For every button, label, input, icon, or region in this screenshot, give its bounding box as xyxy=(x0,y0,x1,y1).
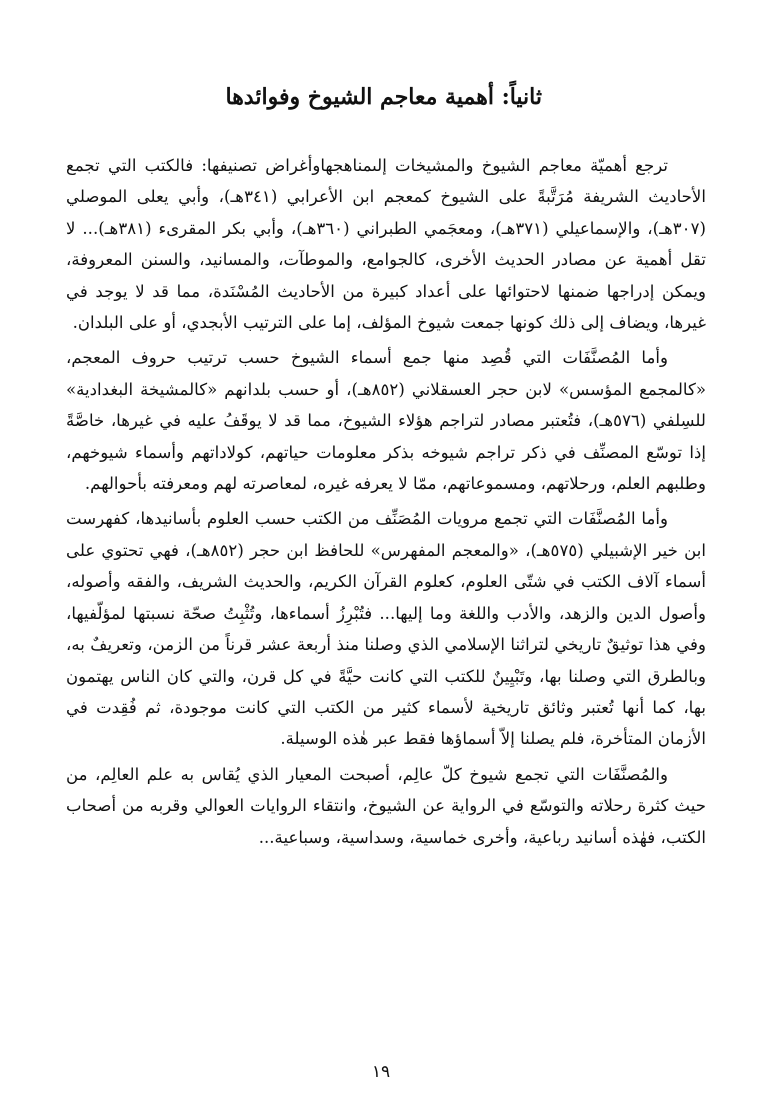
section-heading: ثانياً: أهمية معاجم الشيوخ وفوائدها xyxy=(225,84,542,110)
paragraph-3: وأما المُصنَّفَات التي تجمع مرويات المُصَنِّف من الكتب حسب العلوم بأسانيدها، كفهرست ابن خير الإشبيلي (٥٧٥هـ)، «والمعجم المفهرس» للحافظ ابن حجر (٨٥٢هـ)، فهي تحتوي على أسماء آلاف الكتب في شتّى العلوم، كعلوم القرآن الكريم، والحديث الشريف، والفقه وأصوله، وأصول الدين والزهد، والأدب واللغة وما إليها... فتُبْرِزُ أسماءها، وتُثْبِتُ صحّة نسبتها لمؤلّفيها، وفي هذا توثيقٌ تاريخي لتراثنا الإسلامي الذي وصلنا منذ أربعة عشر قرناً من الزمن، وتعريفٌ به، وبالطرق التي وصلنا بها، وتَبْيِينٌ للكتب التي كانت حيَّةً في كل قرن، والتي كان الناس يهتمون بها، كما أنها تُعتبر وثائق تاريخية لأسماء كثير من الكتب التي كانت موجودة، ثم فُقِدت في الأزمان المتأخرة، فلم يصلنا إلاّ أسماؤها فقط عبر هٰذه الوسيلة. xyxy=(66,509,706,749)
page-number: ١٩ xyxy=(371,1062,391,1082)
paragraph-2: وأما المُصنَّفَات التي قُصِد منها جمع أسماء الشيوخ حسب ترتيب حروف المعجم، «كالمجمع المؤسس» لابن حجر العسقلاني (٨٥٢هـ)، أو حسب بلدانهم «كالمشيخة البغدادية» للسِلفي (٥٧٦هـ)، فتُعتبر مصادر لتراجم هؤلاء الشيوخ، مما قد لا يوقَفُ عليه في غيرها، خاصَّةً إذا توسّع المصنِّف في ذكر تراجم شيوخه بذكر معلومات حياتهم، كولاداتهم وأسماء شيوخهم، وطلبهم العلم، ورحلاتهم، ومسموعاتهم، ممّا لا يعرفه غيره، لمعاصرته لهم ومعرفته بأحوالهم. xyxy=(66,348,706,494)
body-text xyxy=(66,150,706,857)
paragraph-4: والمُصنَّفَات التي تجمع شيوخ كلّ عالِم، أصبحت المعيار الذي يُقاس به علم العالِم، من حيث كثرة رحلاته والتوسّع في الرواية عن الشيوخ، وانتقاء الروايات العوالي وقربه من أصحاب الكتب، فهٰذه أسانيد رباعية، وأخرى خماسية، وسداسية، وسباعية... xyxy=(66,764,706,847)
paragraph-1: ترجع أهميّة معاجم الشيوخ والمشيخات إلىمناهجهاوأغراض تصنيفها: فالكتب التي تجمع الأحاديث الشريفة مُرَتَّبةً على الشيوخ كمعجم ابن الأعرابي (٣٤١هـ)، وأبي يعلى الموصلي (٣٠٧هـ)، والإسماعيلي (٣٧١هـ)، ومعجَمي الطبراني (٣٦٠هـ)، وأبي بكر المقرىء (٣٨١هـ)... لا تقل أهمية عن مصادر الحديث الأخرى، كالجوامع، والموطآت، والمسانيد، والسنن المعروفة، ويمكن إدراجها ضمنها لاحتوائها على أعداد كبيرة من الأحاديث المُسْنَدة، مما قد لا يوجد في غيرها، ويضاف إلى ذلك كونها جمعت شيوخ المؤلف، إما على الترتيب الأبجدي، أو على البلدان. xyxy=(66,156,706,333)
